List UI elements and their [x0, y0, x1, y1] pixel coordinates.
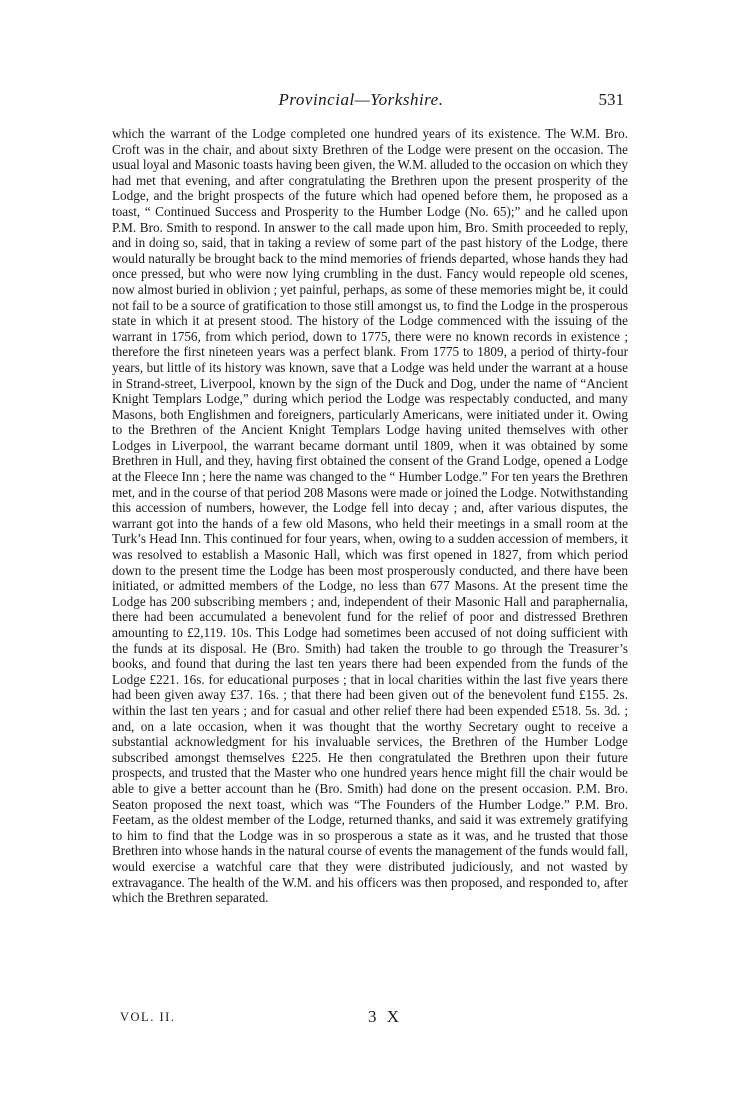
- page-number: 531: [598, 90, 624, 109]
- article-body: which the warrant of the Lodge completed one hundred years of its existence. The W.M. Bro. Croft was in the chair, and about sixty Brethren of the Lodge were present on the occasion. The usual loyal and Masonic toasts having been given, the W.M. alluded to the occasion on which they had met that evening, and after congratulating the Brethren upon the present prosperity of the Lodge, and the bright prospects of the future which had opened before them, he proposed as a toast, “ Continued Success and Prosperity to the Humber Lodge (No. 65);” and he called upon P.M. Bro. Smith to respond. In answer to the call made upon him, Bro. Smith proceeded to reply, and in doing so, said, that in taking a review of some part of the past history of the Lodge, there would naturally be brought back to the mind memories of friends departed, whose hands they had once pressed, but who were now lying crumbling in the dust. Fancy would repeople old scenes, now almost buried in oblivion ; yet painful, perhaps, as some of these memories might be, it could not fail to be a source of gratification to those still amongst us, to find the Lodge in the prosperous state in which it at present stood. The history of the Lodge commenced with the issuing of the warrant in 1756, from which period, down to 1775, there were no known records in existence ; therefore the first nineteen years was a perfect blank. From 1775 to 1809, a period of thirty-four years, but little of its history was known, save that a Lodge was held under the warrant at a house in Strand-street, Liverpool, known by the sign of the Duck and Dog, under the name of “Ancient Knight Templars Lodge,” during which period the Lodge was respectably conducted, and many Masons, both Englishmen and foreigners, particularly Americans, were initiated under it. Owing to the Brethren of the Ancient Knight Templars Lodge having united themselves with other Lodges in Liverpool, the warrant became dormant until 1809, when it was obtained by some Brethren in Hull, and they, having first obtained the consent of the Grand Lodge, opened a Lodge at the Fleece Inn ; here the name was changed to the “ Humber Lodge.” For ten years the Brethren met, and in the course of that period 208 Masons were made or joined the Lodge. Notwithstanding this accession of numbers, however, the Lodge fell into decay ; and, after various disputes, the warrant got into the hands of a few old Masons, who held their meetings in a small room at the Turk’s Head Inn. This continued for four years, when, owing to a sudden accession of members, it was resolved to establish a Masonic Hall, which was first opened in 1827, from which period down to the present time the Lodge has been most prosperously conducted, and there have been initiated, or admitted members of the Lodge, no less than 677 Masons. At the present time the Lodge has 200 subscribing members ; and, independent of their Masonic Hall and paraphernalia, there had been accumulated a benevolent fund for the relief of poor and distressed Brethren amounting to £2,119. 10s. This Lodge had sometimes been accused of not doing sufficient with the funds at its disposal. He (Bro. Smith) had taken the trouble to go through the Treasurer’s books, and found that during the last ten years there had been expended from the funds of the Lodge £221. 16s. for educational purposes ; that in local charities within the last five years there had been given away £37. 16s. ; that there had been given out of the benevolent fund £155. 2s. within the last ten years ; and for casual and other relief there had been expended £518. 5s. 3d. ; and, on a late occasion, when it was thought that the worthy Secretary ought to receive a substantial acknowledgment for his invaluable services, the Brethren of the Humber Lodge subscribed amongst themselves £225. He then congratulated the Brethren upon their future prospects, and trusted that the Master who one hundred years hence might fill the chair would be able to give a better account than he (Bro. Smith) had done on the present occasion. P.M. Bro. Seaton proposed the next toast, which was “The Founders of the Humber Lodge.” P.M. Bro. Feetam, as the oldest member of the Lodge, returned thanks, and said it was extremely gratifying to him to find that the Lodge was in so prosperous a state as it was, and he trusted that those Brethren into whose hands in the natural course of events the management of the funds would fall, would exercise a watchful care that they were distributed judiciously, and not wasted by extravagance. The health of the W.M. and his officers was then proposed, and responded to, after which the Brethren separated.: [112, 126, 628, 906]
- signature-mark: 3 X: [368, 1007, 403, 1026]
- page-footer: [112, 1009, 632, 1029]
- page-header: [96, 90, 626, 114]
- running-title: Provincial—Yorkshire.: [278, 90, 444, 109]
- volume-label: VOL. II.: [120, 1010, 176, 1024]
